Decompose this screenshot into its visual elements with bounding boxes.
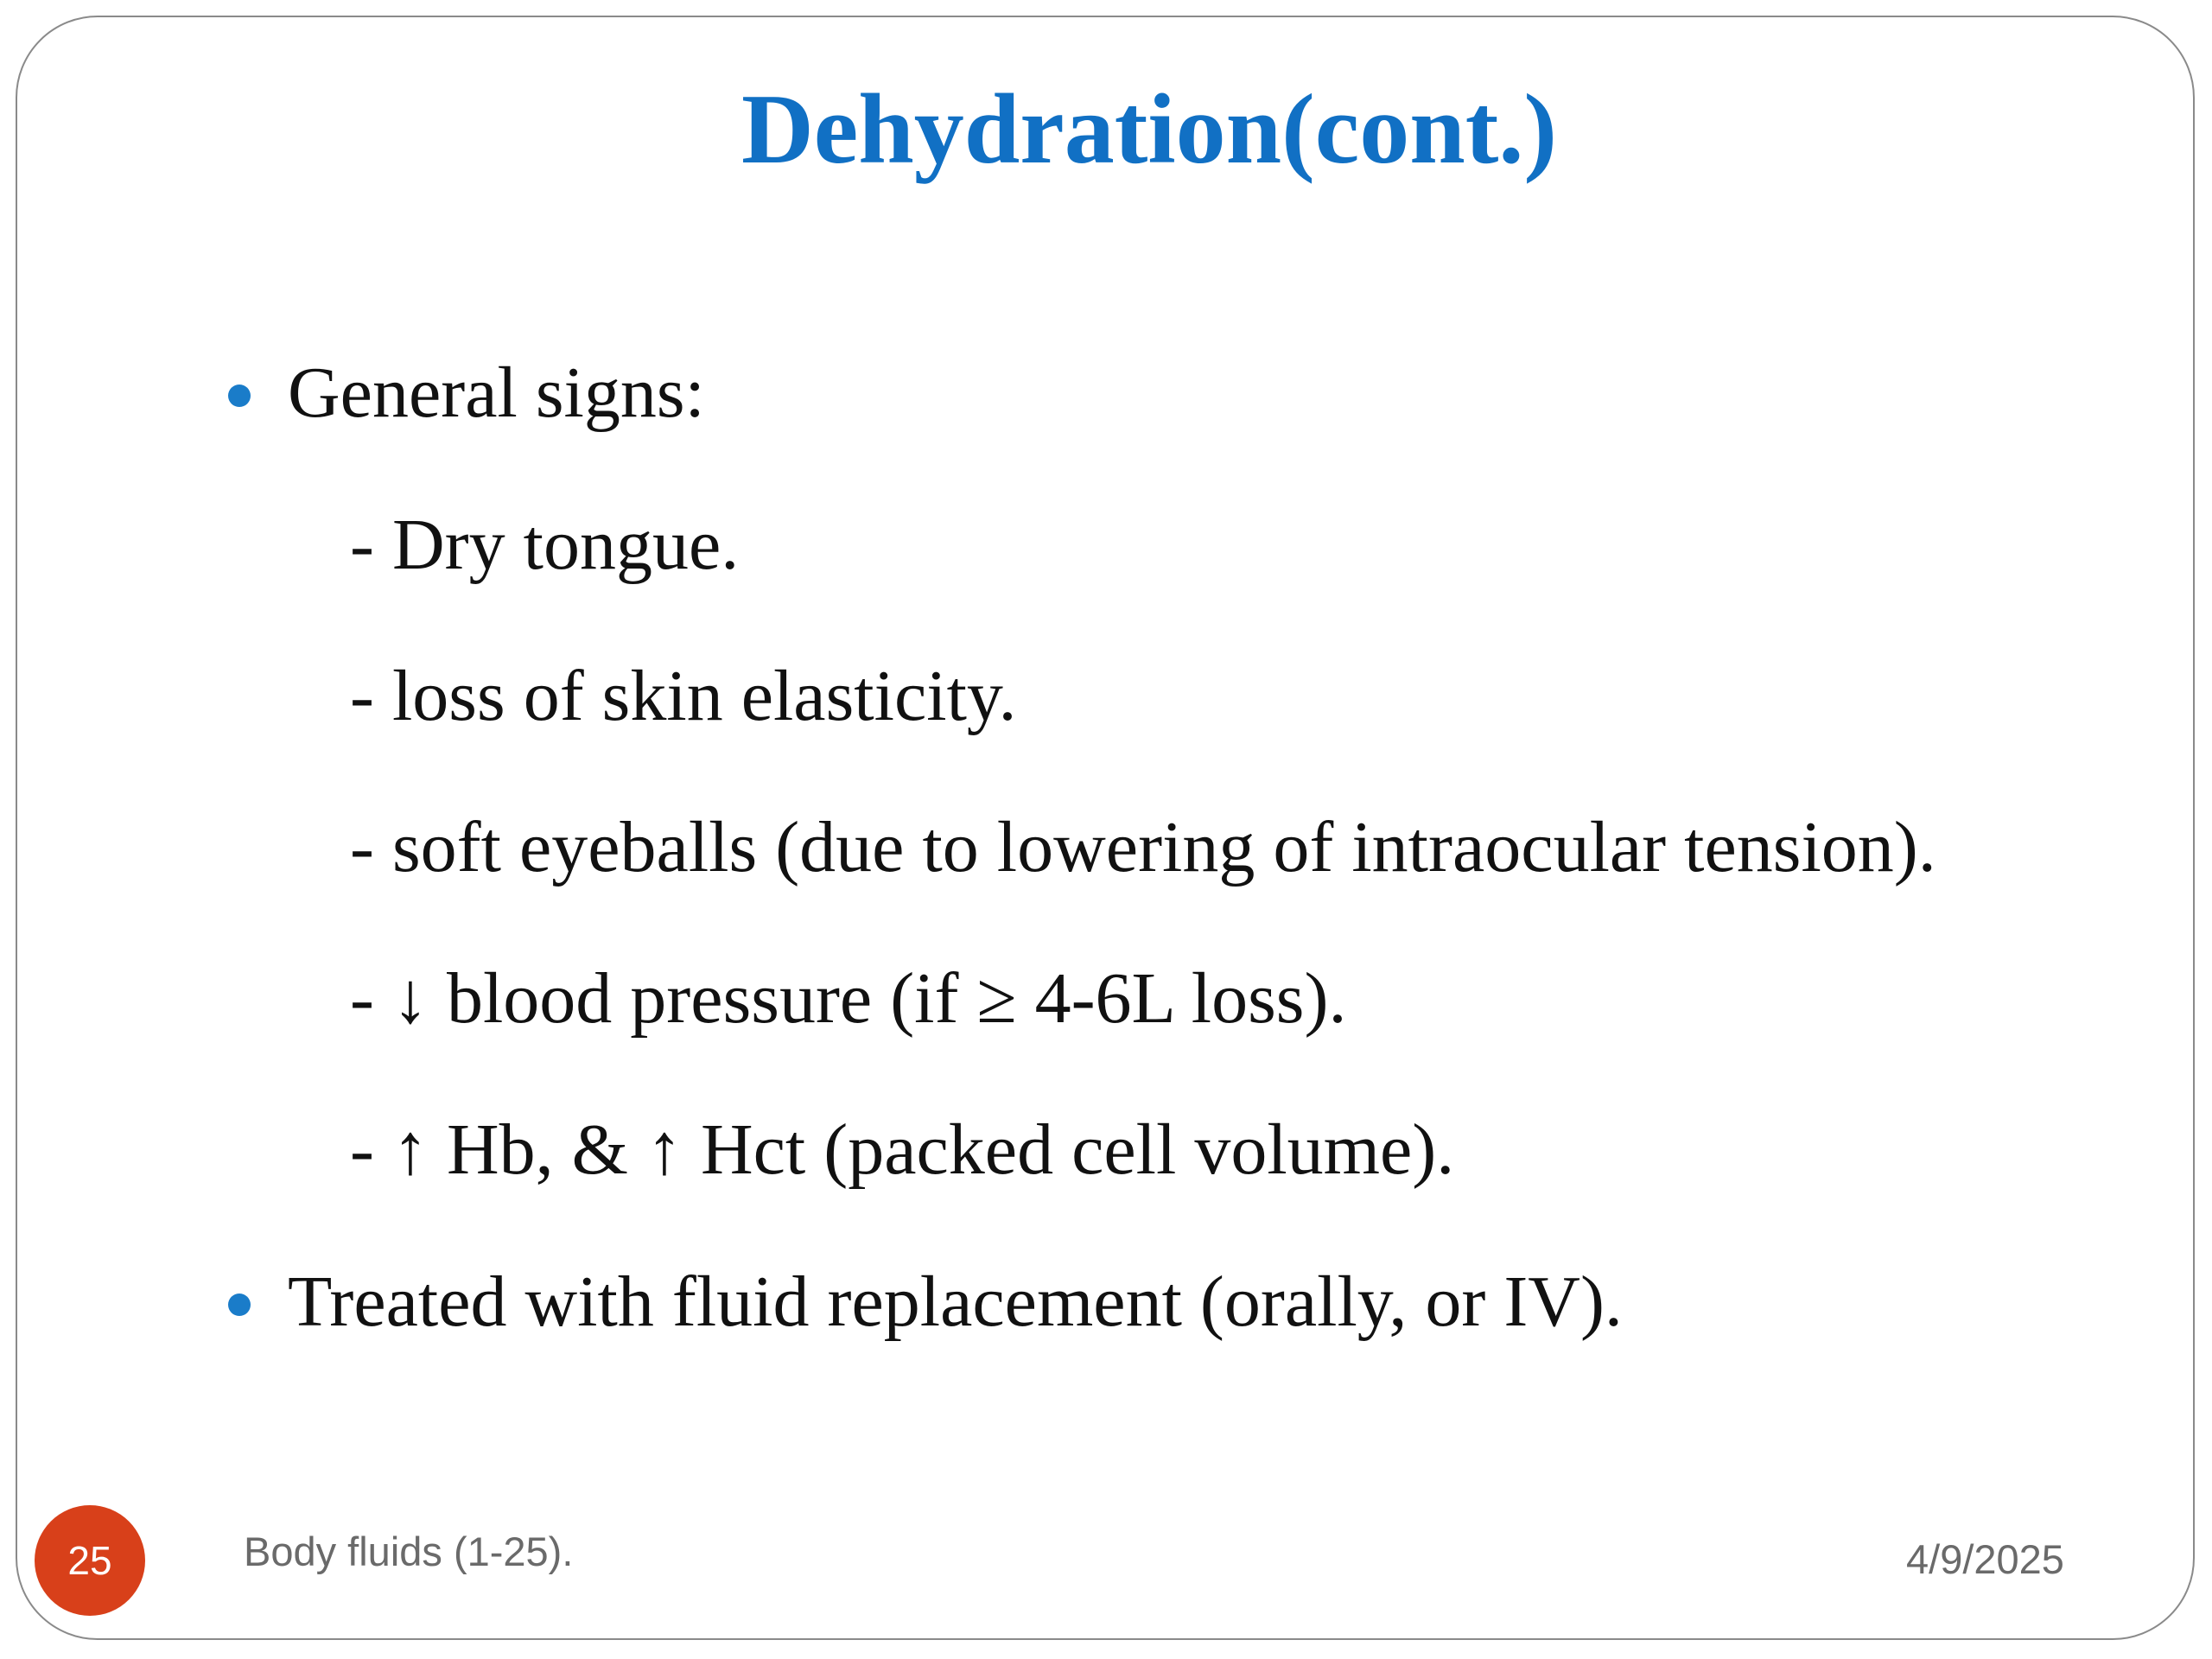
bullet-dot-icon [228,385,251,407]
footer-caption: Body fluids (1-25). [244,1529,574,1574]
sub-item-blood-pressure: - ↓ blood pressure (if ≥ 4-6L loss). [350,958,1347,1039]
bullet-treatment: Treated with fluid replacement (orally, or IV). [288,1262,1623,1342]
slide-number-badge: 25 [35,1505,145,1616]
slide-title: Dehydration(cont.) [741,74,1558,185]
footer-date: 4/9/2025 [1906,1536,2064,1582]
bullet-general-signs: General signs: [288,353,705,433]
sub-item-dry-tongue: - Dry tongue. [350,505,740,585]
sub-item-soft-eyeballs: - soft eyeballs (due to lowering of intraocular tension). [350,807,1936,887]
bullet-dot-icon [228,1294,251,1316]
sub-item-skin-elasticity: - loss of skin elasticity. [350,656,1017,736]
sub-item-hb-hct: - ↑ Hb, & ↑ Hct (packed cell volume). [350,1109,1455,1190]
